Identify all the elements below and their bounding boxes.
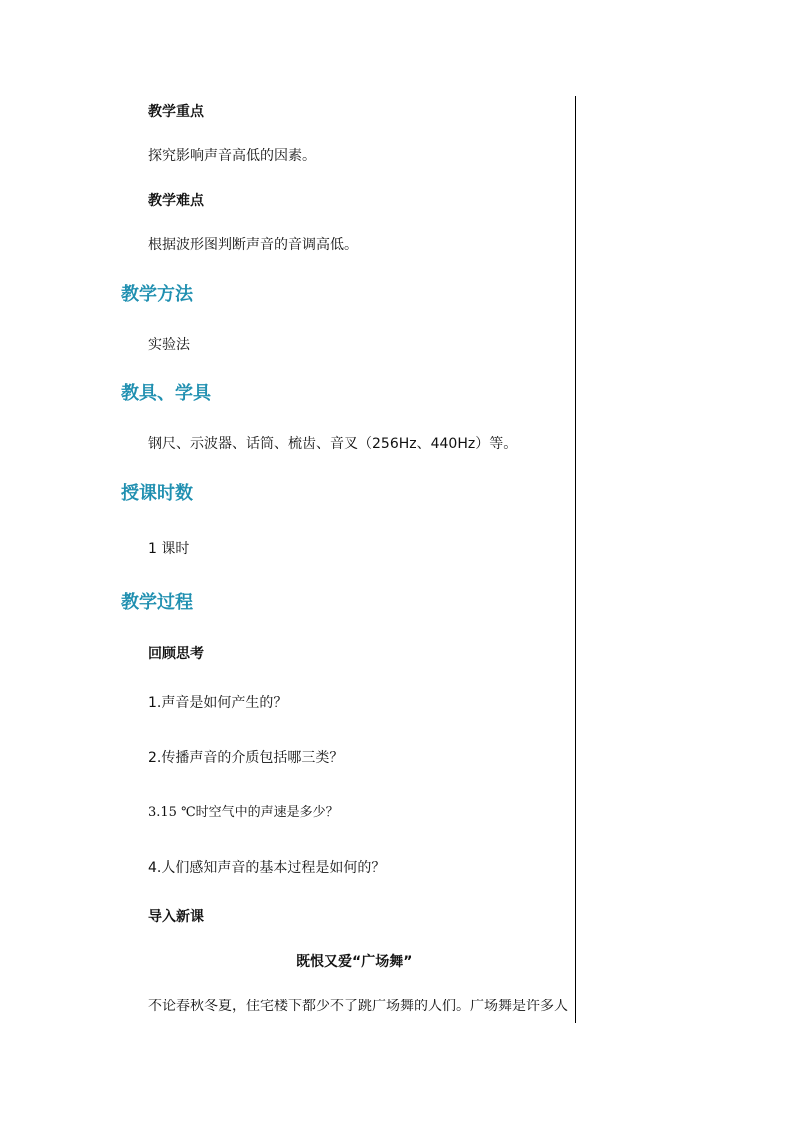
question-3: 3.15 ℃时空气中的声速是多少？ xyxy=(148,805,339,820)
question-1: 1.声音是如何产生的？ xyxy=(148,695,288,711)
hours-text: 1 课时 xyxy=(148,541,190,557)
tools-text: 钢尺、示波器、话筒、梳齿、音叉（256Hz、440Hz）等。 xyxy=(148,436,518,452)
question-2: 2.传播声音的介质包括哪三类？ xyxy=(148,750,344,766)
key-point-text: 探究影响声音高低的因素。 xyxy=(148,148,316,164)
method-text: 实验法 xyxy=(148,337,190,353)
page-margin-line xyxy=(575,96,576,1023)
review-heading: 回顾思考 xyxy=(148,646,204,662)
question-4: 4.人们感知声音的基本过程是如何的？ xyxy=(148,860,386,876)
tools-heading: 教具、学具 xyxy=(121,383,211,404)
story-text: 不论春秋冬夏，住宅楼下都少不了跳广场舞的人们。广场舞是许多人 xyxy=(148,999,568,1013)
key-point-heading: 教学重点 xyxy=(148,104,204,120)
method-heading: 教学方法 xyxy=(121,284,193,305)
process-heading: 教学过程 xyxy=(121,592,193,613)
intro-heading: 导入新课 xyxy=(148,909,204,925)
difficulty-text: 根据波形图判断声音的音调高低。 xyxy=(148,237,358,253)
story-title: 既恨又爱“广场舞” xyxy=(296,954,413,970)
difficulty-heading: 教学难点 xyxy=(148,193,204,209)
hours-heading: 授课时数 xyxy=(121,483,193,504)
